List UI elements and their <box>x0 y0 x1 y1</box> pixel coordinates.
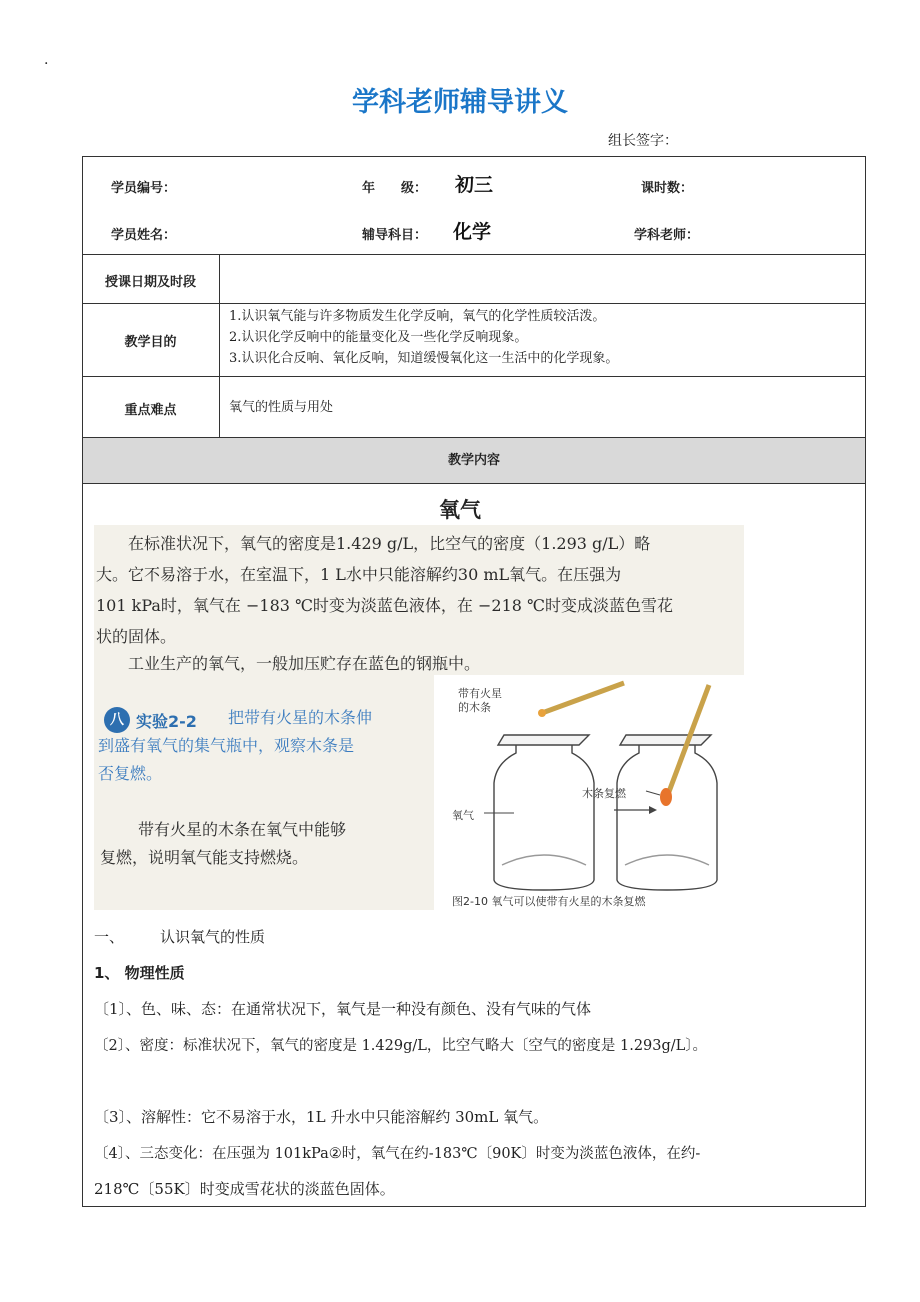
property-paragraph: 〔1〕、色、味、态：在通常状况下，氧气是一种没有颜色、没有气味的气体 <box>94 1000 592 1018</box>
teaching-goal-item: 2.认识化学反响中的能量变化及一些化学反响现象。 <box>229 330 528 345</box>
textbook-line: 工业生产的氧气，一般加压贮存在蓝色的钢瓶中。 <box>128 654 481 673</box>
subsection-heading: 1、 物理性质 <box>94 964 185 982</box>
experiment-text: 否复燃。 <box>98 764 163 783</box>
table-divider <box>82 483 866 484</box>
content-header-label: 教学内容 <box>447 453 500 468</box>
teaching-goal-item: 3.认识化合反响、氧化反响，知道缓慢氧化这一生活中的化学现象。 <box>229 351 619 366</box>
subject-value: 化学 <box>453 221 492 243</box>
section-number: 一、 <box>94 928 125 946</box>
property-paragraph: 〔2〕、密度：标准状况下，氧气的密度是 1.429g/L，比空气略大〔空气的密度是 1.293g/L〕。 <box>94 1038 708 1054</box>
spark-icon <box>538 709 546 717</box>
textbook-excerpt <box>94 525 744 910</box>
grade-value: 初三 <box>455 174 494 196</box>
table-divider <box>82 303 866 304</box>
teacher-label: 学科老师： <box>634 228 700 243</box>
property-paragraph: 〔3〕、溶解性：它不易溶于水，1L 升水中只能溶解约 30mL 氧气。 <box>94 1108 549 1126</box>
leader-signature-label: 组长签字： <box>608 133 678 149</box>
table-divider <box>82 376 866 377</box>
teaching-goal-label: 教学目的 <box>124 335 177 350</box>
experiment-number: 实验2-2 <box>136 711 197 731</box>
table-column-divider <box>219 254 220 437</box>
content-header <box>83 438 865 483</box>
textbook-line: 101 kPa时，氧气在 −183 ℃时变为淡蓝色液体，在 −218 ℃时变成淡蓝色雪花 <box>96 596 673 615</box>
figure-label-stick: 带有火星 <box>458 687 502 700</box>
experiment-conclusion: 复燃，说明氧气能支持燃烧。 <box>100 848 309 867</box>
teaching-goal-item: 1.认识氧气能与许多物质发生化学反响，氧气的化学性质较活泼。 <box>229 309 606 324</box>
experiment-icon: 八 <box>104 707 130 733</box>
experiment-conclusion: 带有火星的木条在氧气中能够 <box>138 820 347 839</box>
experiment-text: 把带有火星的木条伸 <box>228 708 373 727</box>
key-points-label: 重点难点 <box>124 403 177 418</box>
section-title: 氧气 <box>439 498 481 522</box>
grade-label: 年 级： <box>362 181 428 196</box>
class-hours-label: 课时数： <box>641 181 694 196</box>
table-divider <box>82 254 866 255</box>
property-paragraph: 218℃〔55K〕时变成雪花状的淡蓝色固体。 <box>94 1180 395 1198</box>
student-name-label: 学员姓名： <box>111 228 177 243</box>
experiment-text: 到盛有氧气的集气瓶中，观察木条是 <box>98 736 355 755</box>
figure-label-oxygen: 氧气 <box>452 809 474 822</box>
textbook-line: 大。它不易溶于水，在室温下，1 L水中只能溶解约30 mL氧气。在压强为 <box>96 565 622 584</box>
figure-label-stick: 的木条 <box>458 701 491 714</box>
figure-label-relight: 木条复燃 <box>582 787 626 800</box>
property-paragraph: 〔4〕、三态变化：在压强为 101kPa②时，氧气在约-183℃〔90K〕时变为淡蓝色液体，在约- <box>94 1146 701 1162</box>
subject-label: 辅导科目： <box>362 228 428 243</box>
textbook-line: 在标准状况下，氧气的密度是1.429 g/L，比空气的密度（1.293 g/L）略 <box>128 534 651 553</box>
student-id-label: 学员编号： <box>111 181 177 196</box>
figure-caption: 图2-10 氧气可以使带有火星的木条复燃 <box>452 895 646 908</box>
page-dot: . <box>44 52 49 68</box>
textbook-line: 状的固体。 <box>96 627 177 646</box>
page-title: 学科老师辅导讲义 <box>352 87 568 118</box>
flame-icon <box>660 788 672 806</box>
section-heading: 认识氧气的性质 <box>160 928 266 946</box>
key-points-value: 氧气的性质与用处 <box>229 400 334 415</box>
experiment-title <box>104 707 197 733</box>
lesson-date-label: 授课日期及时段 <box>104 275 196 290</box>
